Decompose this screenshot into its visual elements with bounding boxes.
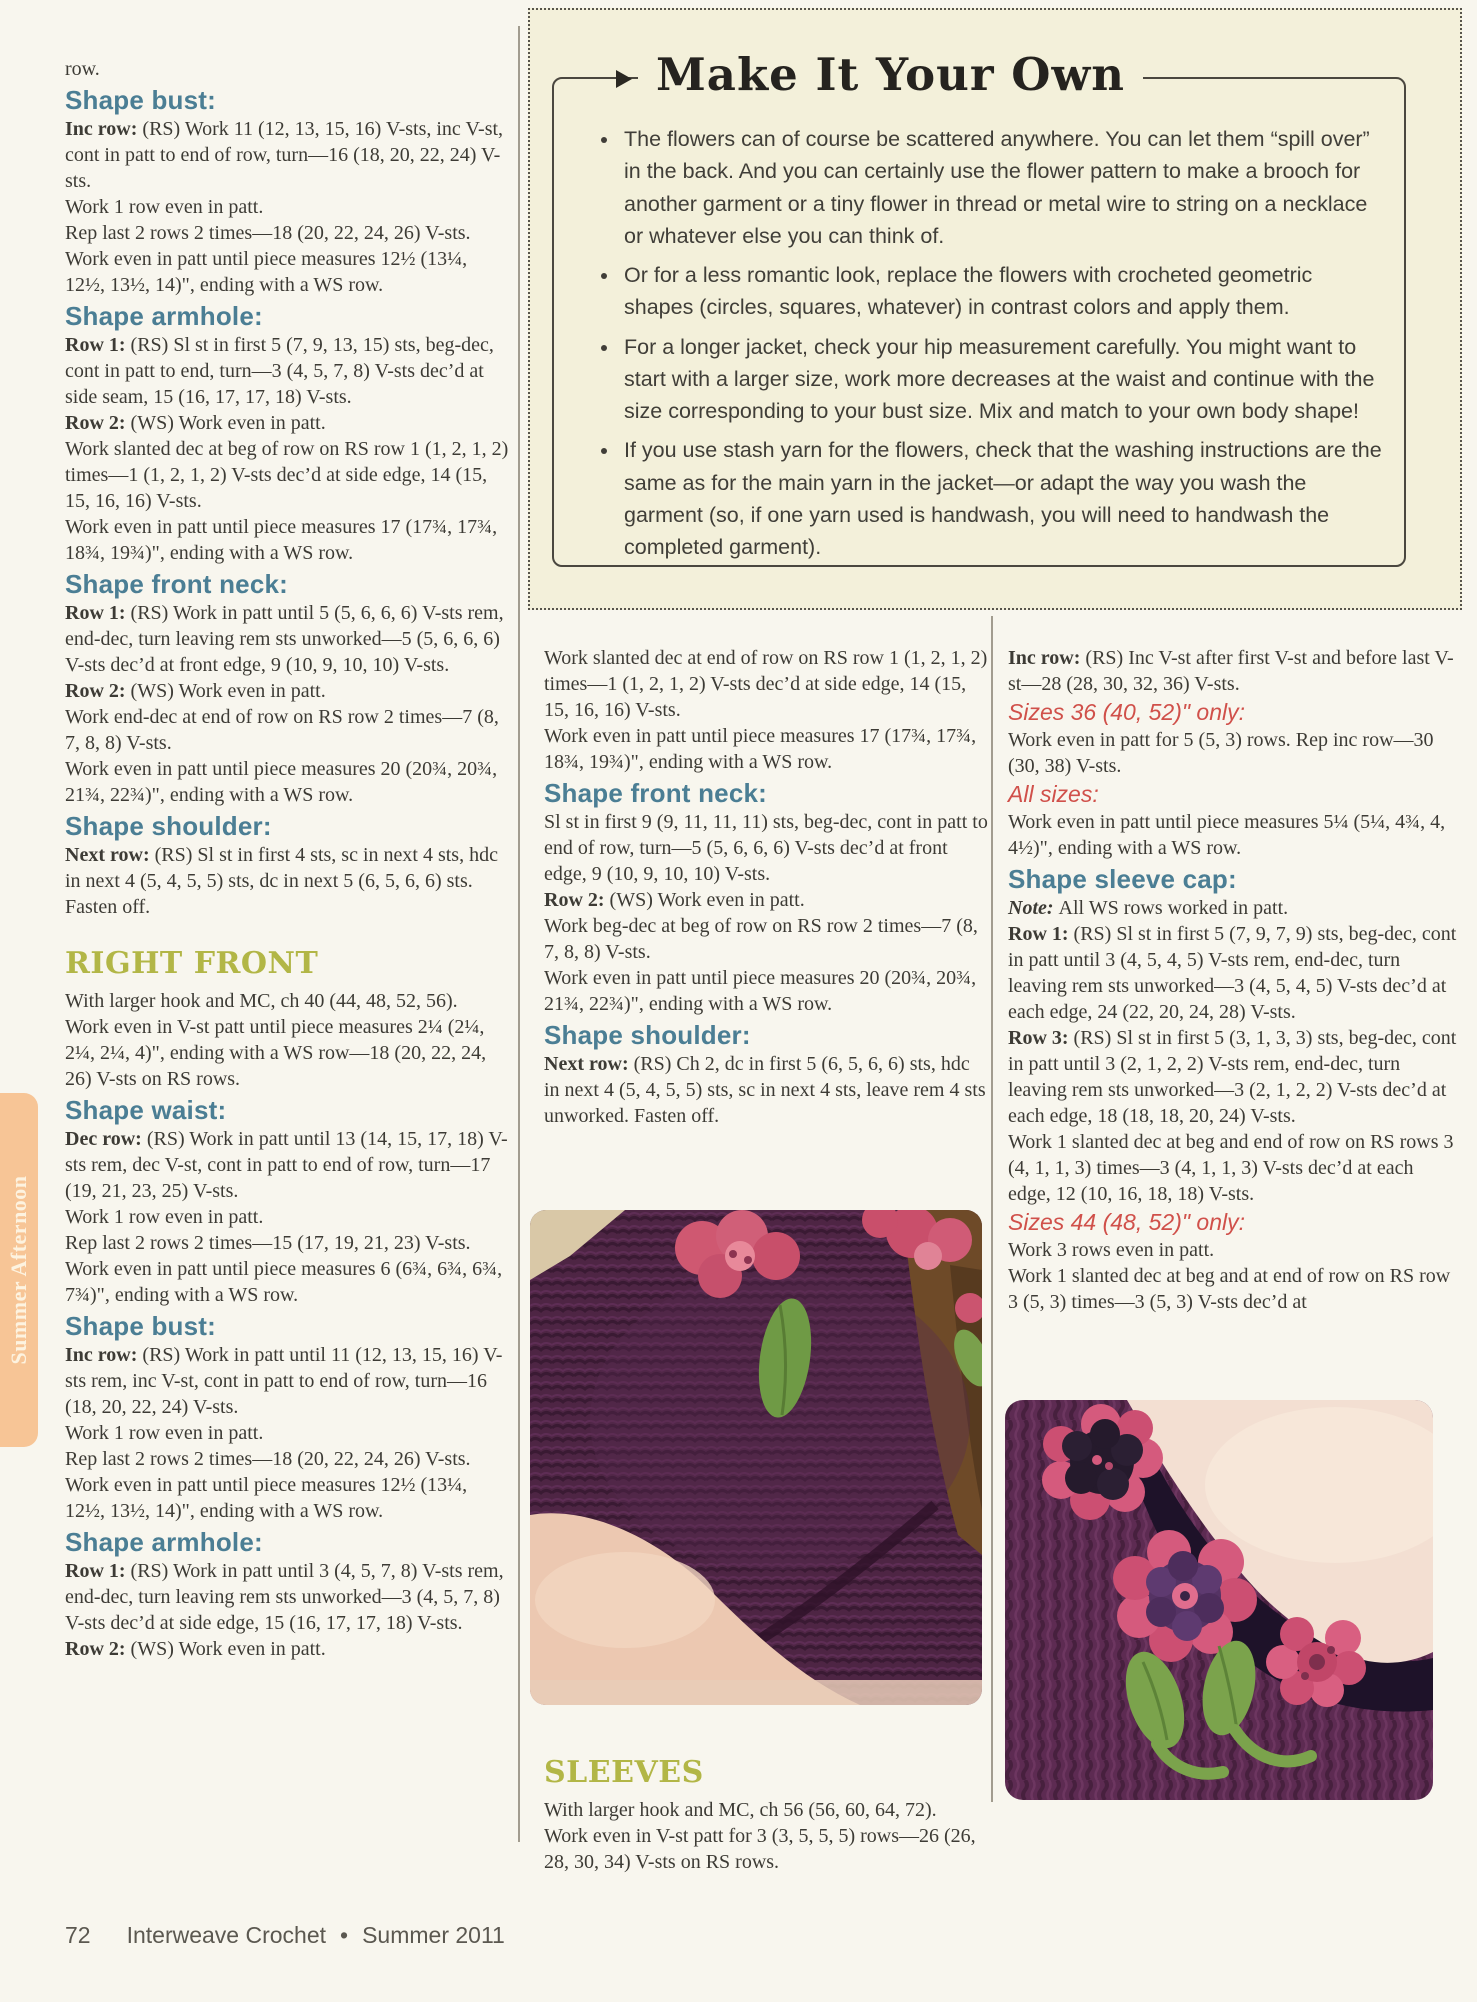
shape-heading: Shape front neck:: [544, 778, 767, 808]
shape-heading: Shape sleeve cap:: [1008, 864, 1237, 894]
pattern-text: Work 1 slanted dec at beg and end of row on RS rows 3 (4, 1, 1, 3) times—3 (4, 1, 1, 3) V-sts dec’d at each edge, 12 (10, 16, 18, 18) V-sts.: [1008, 1131, 1454, 1205]
callout-bullet: • If you use stash yarn for the flowers, check that the washing instructions are the same as for the main yarn in the jacket—or adapt the way you wash the garment (so, if one yarn used is handwash, you will need to handwash the completed garment).: [620, 434, 1386, 563]
pattern-paragraph: [65, 220, 512, 246]
garment-photo-flowers-closeup: [1005, 1400, 1433, 1800]
pattern-paragraph: [1008, 1025, 1460, 1129]
shape-heading: Shape bust:: [65, 85, 216, 115]
pattern-paragraph: [65, 756, 512, 808]
pattern-text: Work even in V-st patt for 3 (3, 5, 5, 5) rows—26 (26, 28, 30, 34) V-sts on RS rows.: [544, 1825, 976, 1873]
pattern-paragraph: [544, 1797, 988, 1823]
pattern-paragraph: [1008, 1263, 1460, 1315]
pattern-text: Work 1 row even in patt.: [65, 196, 264, 218]
pattern-text: Work even in patt until piece measures 17 (17¾, 17¾, 18¾, 19¾)", ending with a WS row.: [544, 725, 977, 773]
pattern-text: Sl st in first 9 (9, 11, 11, 11) sts, beg-dec, cont in patt to end of row, turn—5 (5, 6, 6, 6) V-sts dec’d at front edge, 9 (10, 9, 10, 10) V-sts.: [544, 811, 988, 885]
pattern-text: (WS) Work even in patt.: [609, 889, 805, 911]
pattern-paragraph: [544, 887, 988, 913]
row-label: Next row:: [544, 1053, 634, 1075]
pattern-paragraph: [65, 1420, 512, 1446]
pattern-text: Work even in patt until piece measures 20 (20¾, 20¾, 21¾, 22¾)", ending with a WS row.: [65, 758, 498, 806]
pattern-paragraph: [65, 1126, 512, 1204]
row-label: Row 3:: [1008, 1027, 1074, 1049]
side-tab-summer-afternoon: [0, 1093, 38, 1447]
page-footer: [65, 1922, 505, 1949]
pattern-paragraph: [65, 1230, 512, 1256]
pattern-text: (WS) Work even in patt.: [130, 680, 326, 702]
pattern-paragraph: [65, 1636, 512, 1662]
row-label: Row 1:: [1008, 923, 1074, 945]
sleeves-section: [544, 1755, 988, 1875]
garment-photo-sleeve: [530, 1210, 982, 1705]
pattern-text: Work even in patt until piece measures 5¼ (5¼, 4¾, 4, 4½)", ending with a WS row.: [1008, 811, 1446, 859]
column-divider: [991, 616, 993, 1802]
shape-heading: Shape waist:: [65, 1095, 227, 1125]
row-label: Row 2:: [65, 412, 131, 434]
pattern-paragraph: [544, 1823, 988, 1875]
pattern-text: With larger hook and MC, ch 40 (44, 48, 52, 56).: [65, 990, 458, 1012]
pattern-paragraph: [65, 1472, 512, 1524]
pattern-text: (RS) Inc V-st after first V-st and before last V-st—28 (28, 30, 32, 36) V-sts.: [1008, 647, 1454, 695]
shape-heading: Shape shoulder:: [65, 811, 272, 841]
pattern-text: (RS) Sl st in first 5 (7, 9, 13, 15) sts, beg-dec, cont in patt to end, turn—3 (4, 5, 7, 8) V-sts dec’d at side seam, 15 (16, 17, 17, 18) V-sts.: [65, 334, 494, 408]
pattern-text: Work even in patt until piece measures 12½ (13¼, 12½, 13½, 14)", ending with a WS row.: [65, 248, 468, 296]
pattern-text: (RS) Work in patt until 3 (4, 5, 7, 8) V-sts rem, end-dec, turn leaving rem sts unworked—3 (4, 5, 7, 8) V-sts dec’d at side edge, 15 (16, 17, 17, 18) V-sts.: [65, 1560, 504, 1634]
pattern-text: Work 1 slanted dec at beg and at end of row on RS row 3 (5, 3) times—3 (5, 3) V-sts dec’d at: [1008, 1265, 1451, 1313]
row-label: Row 1:: [65, 602, 131, 624]
pattern-text: (RS) Work 11 (12, 13, 15, 16) V-sts, inc V-st, cont in patt to end of row, turn—16 (18, 20, 22, 24) V-sts.: [65, 118, 504, 192]
pattern-text: Rep last 2 rows 2 times—15 (17, 19, 21, 23) V-sts.: [65, 1232, 471, 1254]
photo-illustration-flowers: [1005, 1400, 1433, 1800]
pattern-paragraph: [65, 514, 512, 566]
pattern-text: Rep last 2 rows 2 times—18 (20, 22, 24, 26) V-sts.: [65, 222, 471, 244]
pattern-paragraph: [65, 436, 512, 514]
page-number: 72: [65, 1922, 91, 1948]
pattern-paragraph: [65, 1014, 512, 1092]
pattern-text: Work even in patt until piece measures 6 (6¾, 6¾, 6¾, 7¾)", ending with a WS row.: [65, 1258, 503, 1306]
pattern-paragraph: [65, 1446, 512, 1472]
pattern-paragraph: [65, 600, 512, 678]
pattern-text: (RS) Sl st in first 5 (3, 1, 3, 3) sts, beg-dec, cont in patt until 3 (2, 1, 2, 2) V-sts rem, end-dec, turn leaving rem sts unworked—3 (2, 1, 2, 2) V-sts dec’d at each edge, 18 (18, 18, 20, 24) V-sts.: [1008, 1027, 1457, 1127]
shape-heading: Shape shoulder:: [544, 1020, 751, 1050]
pattern-text: With larger hook and MC, ch 56 (56, 60, 64, 72).: [544, 1799, 937, 1821]
section-heading: SLEEVES: [544, 1755, 704, 1790]
pattern-paragraph: [65, 1342, 512, 1420]
photo-illustration-sleeve: [530, 1210, 982, 1705]
row-label: Row 2:: [65, 680, 131, 702]
pattern-paragraph: [65, 1558, 512, 1636]
pattern-paragraph: [65, 194, 512, 220]
pattern-paragraph: [544, 723, 988, 775]
shape-heading: Shape bust:: [65, 1311, 216, 1341]
row-label: Dec row:: [65, 1128, 147, 1150]
pattern-paragraph: [544, 645, 988, 723]
make-it-your-own-box: [552, 48, 1406, 567]
pattern-text: (RS) Work in patt until 13 (14, 15, 17, 18) V-sts rem, dec V-st, cont in patt to end of row, turn—17 (19, 21, 23, 25) V-sts.: [65, 1128, 508, 1202]
callout-bullet: • The flowers can of course be scattered anywhere. You can let them “spill over” in the back. And you can certainly use the flower pattern to make a brooch for another garment or a tiny flower in thread or metal wire to string on a necklace or whatever else you can think of.: [620, 123, 1386, 252]
row-label: Inc row:: [65, 1344, 143, 1366]
pattern-text: All WS rows worked in patt.: [1058, 897, 1289, 919]
pattern-paragraph: [1008, 1237, 1460, 1263]
pattern-paragraph: [65, 842, 512, 920]
dotted-border-region: [528, 8, 1462, 610]
shape-heading: Shape front neck:: [65, 569, 288, 599]
pattern-column-middle: [544, 645, 988, 1129]
sizes-only-note: Sizes 36 (40, 52)" only:: [1008, 699, 1246, 725]
row-label: Inc row:: [1008, 647, 1086, 669]
pattern-text: (RS) Ch 2, dc in first 5 (6, 5, 6, 6) sts, hdc in next 4 (5, 4, 5, 5) sts, sc in next 4 sts, leave rem 4 sts unworked. Fasten off.: [544, 1053, 986, 1127]
pattern-paragraph: [544, 965, 988, 1017]
pattern-text: Work even in patt for 5 (5, 3) rows. Rep inc row—30 (30, 38) V-sts.: [1008, 729, 1434, 777]
pattern-paragraph: [1008, 921, 1460, 1025]
pattern-text: Work end-dec at end of row on RS row 2 times—7 (8, 7, 8, 8) V-sts.: [65, 706, 499, 754]
callout-title: Make It Your Own: [638, 48, 1143, 101]
pattern-paragraph: [1008, 727, 1460, 779]
pattern-column-left: [65, 56, 512, 1662]
row-label: Row 2:: [65, 1638, 131, 1660]
pattern-text: Work 1 row even in patt.: [65, 1422, 264, 1444]
sizes-only-note: All sizes:: [1008, 781, 1099, 807]
pattern-text: Work even in V-st patt until piece measures 2¼ (2¼, 2¼, 2¼, 4)", ending with a WS row—18 (20, 22, 24, 26) V-sts on RS rows.: [65, 1016, 487, 1090]
pattern-text: (WS) Work even in patt.: [130, 1638, 326, 1660]
row-label: Row 1:: [65, 334, 131, 356]
row-label: Inc row:: [65, 118, 143, 140]
column-divider: [518, 26, 520, 1842]
pattern-paragraph: [65, 704, 512, 756]
pattern-paragraph: [65, 988, 512, 1014]
pattern-text: Work slanted dec at beg of row on RS row 1 (1, 2, 1, 2) times—1 (1, 2, 1, 2) V-sts dec’d at side edge, 14 (15, 15, 16, 16) V-sts.: [65, 438, 509, 512]
pattern-paragraph: [1008, 809, 1460, 861]
pattern-text: Work 1 row even in patt.: [65, 1206, 264, 1228]
arrow-right-icon: [616, 70, 632, 88]
pattern-paragraph: [65, 678, 512, 704]
pattern-paragraph: [65, 56, 512, 82]
pattern-text: Work even in patt until piece measures 20 (20¾, 20¾, 21¾, 22¾)", ending with a WS row.: [544, 967, 977, 1015]
magazine-name: Interweave Crochet: [126, 1922, 327, 1948]
pattern-paragraph: [544, 913, 988, 965]
pattern-text: Work even in patt until piece measures 17 (17¾, 17¾, 18¾, 19¾)", ending with a WS row.: [65, 516, 498, 564]
pattern-paragraph: [65, 332, 512, 410]
pattern-paragraph: [1008, 645, 1460, 697]
pattern-text: Work 3 rows even in patt.: [1008, 1239, 1215, 1261]
pattern-paragraph: [65, 116, 512, 194]
pattern-paragraph: [65, 410, 512, 436]
callout-bullet: • For a longer jacket, check your hip measurement carefully. You might want to start with a larger size, work more decreases at the waist and continue with the size corresponding to your bust size. Mix and match to your own body shape!: [620, 331, 1386, 428]
pattern-paragraph: [65, 1256, 512, 1308]
issue-date: Summer 2011: [362, 1922, 505, 1948]
pattern-paragraph: [1008, 1129, 1460, 1207]
shape-heading: Shape armhole:: [65, 1527, 263, 1557]
pattern-paragraph: [65, 1204, 512, 1230]
pattern-text: Work even in patt until piece measures 12½ (13¼, 12½, 13½, 14)", ending with a WS row.: [65, 1474, 468, 1522]
pattern-text: (RS) Sl st in first 4 sts, sc in next 4 sts, hdc in next 4 (5, 4, 5, 5) sts, dc in next 5 (6, 5, 6, 6) sts. Fasten off.: [65, 844, 498, 918]
pattern-paragraph: [544, 1051, 988, 1129]
section-heading: RIGHT FRONT: [65, 946, 319, 981]
pattern-paragraph: [1008, 895, 1460, 921]
pattern-text: (RS) Work in patt until 5 (5, 6, 6, 6) V-sts rem, end-dec, turn leaving rem sts unworked—5 (5, 6, 6, 6) V-sts dec’d at front edge, 9 (10, 9, 10, 10) V-sts.: [65, 602, 504, 676]
row-label: Note:: [1008, 897, 1059, 919]
pattern-text: Work beg-dec at beg of row on RS row 2 times—7 (8, 7, 8, 8) V-sts.: [544, 915, 978, 963]
callout-bullet-list: [594, 123, 1386, 570]
row-label: Row 1:: [65, 1560, 131, 1582]
shape-heading: Shape armhole:: [65, 301, 263, 331]
pattern-paragraph: [544, 809, 988, 887]
pattern-text: (WS) Work even in patt.: [130, 412, 326, 434]
pattern-paragraph: [65, 246, 512, 298]
row-label: Row 2:: [544, 889, 610, 911]
pattern-text: Work slanted dec at end of row on RS row 1 (1, 2, 1, 2) times—1 (1, 2, 1, 2) V-sts dec’d at side edge, 14 (15, 15, 16, 16) V-sts.: [544, 647, 988, 721]
row-label: Next row:: [65, 844, 155, 866]
sizes-only-note: Sizes 44 (48, 52)" only:: [1008, 1209, 1246, 1235]
pattern-text: Rep last 2 rows 2 times—18 (20, 22, 24, 26) V-sts.: [65, 1448, 471, 1470]
pattern-text: row.: [65, 58, 100, 80]
pattern-text: (RS) Sl st in first 5 (7, 9, 7, 9) sts, beg-dec, cont in patt until 3 (4, 5, 4, 5) V-sts rem, end-dec, turn leaving rem sts unworked—3 (4, 5, 4, 5) V-sts dec’d at each edge, 24 (22, 20, 24, 28) V-sts.: [1008, 923, 1457, 1023]
side-tab-label: Summer Afternoon: [6, 1175, 31, 1365]
bullet-separator: •: [340, 1922, 349, 1948]
pattern-text: (RS) Work in patt until 11 (12, 13, 15, 16) V-sts rem, inc V-st, cont in patt to end of row, turn—16 (18, 20, 22, 24) V-sts.: [65, 1344, 503, 1418]
pattern-column-right: [1008, 645, 1460, 1315]
callout-bullet: • Or for a less romantic look, replace the flowers with crocheted geometric shapes (circles, squares, whatever) in contrast colors and apply them.: [620, 259, 1386, 324]
